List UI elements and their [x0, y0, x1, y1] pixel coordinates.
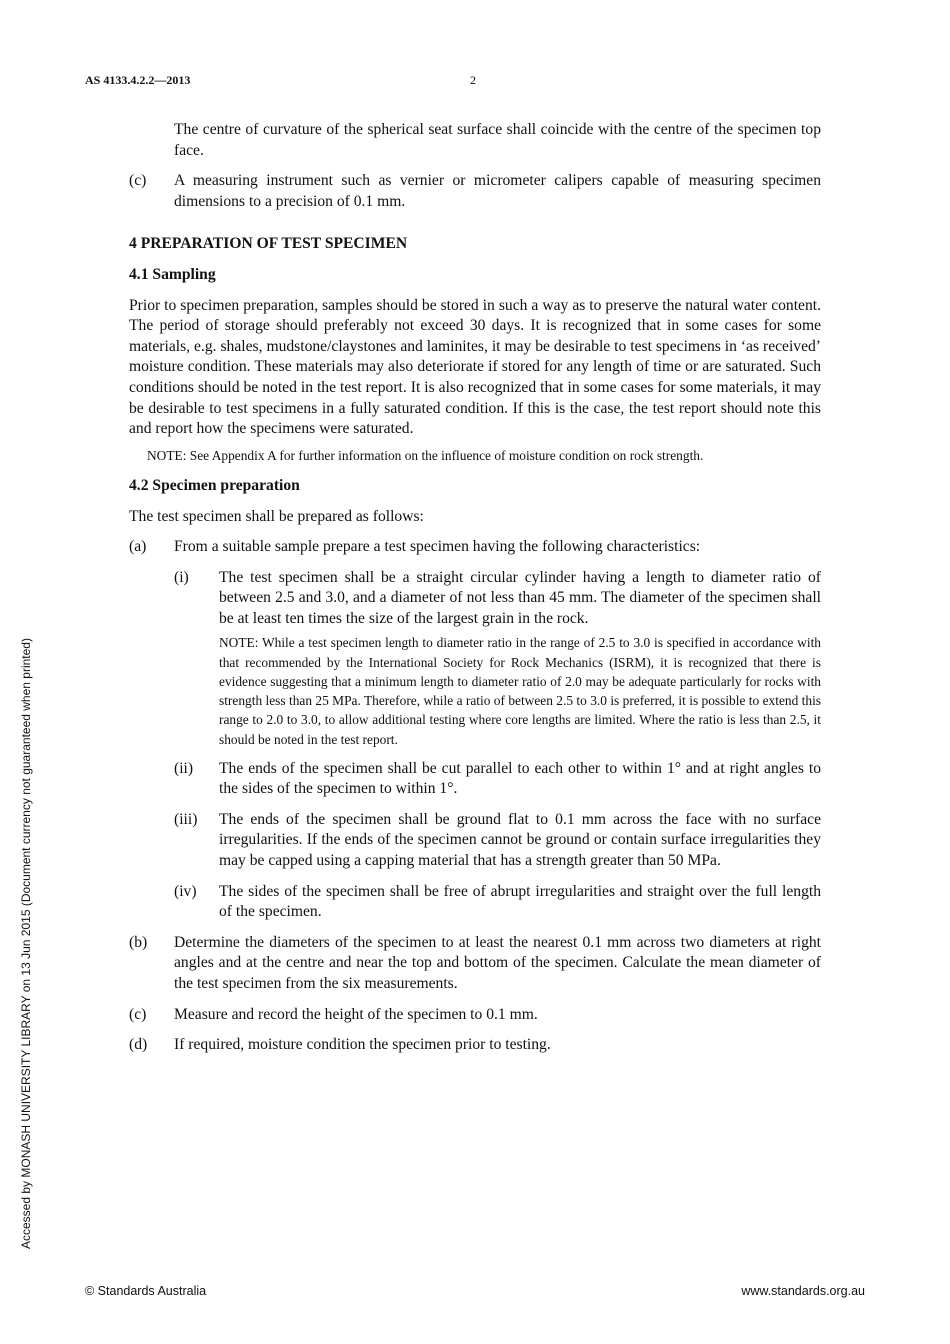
- specimen-ratio-note: NOTE: While a test specimen length to diameter ratio in the range of 2.5 to 3.0 is specified in accordance with that recommended by the International Society for Rock Mechanics (ISRM), it is recognized that there is evidence suggesting that a minimum length to diameter ratio of 2.0 may be adequate particularly for rocks with strength less than 25 MPa. Therefore, while a ratio of between 2.5 to 3.0 is preferred, it is possible to extend this range to 2.0 to 3.0, to allow additional testing where core lengths are limited. Where the ratio is less than 2.5, it should be noted in the test report.: [219, 635, 821, 747]
- list-text: The ends of the specimen shall be cut parallel to each other to within 1° and at right angles to the sides of the specimen to within 1°.: [219, 759, 821, 798]
- section-heading: 4 PREPARATION OF TEST SPECIMEN: [129, 235, 408, 253]
- sublist-item-iii: [174, 810, 821, 872]
- preparation-intro: The test specimen shall be prepared as follows:: [129, 507, 424, 525]
- page-number: 2: [470, 73, 476, 87]
- list-label: (c): [129, 172, 147, 190]
- list-label: (iii): [174, 810, 198, 828]
- list-label: (b): [129, 933, 148, 951]
- list-label: (iv): [174, 882, 197, 900]
- sampling-note: NOTE: See Appendix A for further information on the influence of moisture condition on rock strength.: [147, 447, 704, 463]
- access-watermark: Accessed by MONASH UNIVERSITY LIBRARY on 13 Jun 2015 (Document currency not guaranteed when printed): [19, 638, 33, 1249]
- list-text: The ends of the specimen shall be ground flat to 0.1 mm across the face with no surface irregularities. If the ends of the specimen cannot be ground or contain surface irregularities they may be capped using a capping material that has a strength greater than 50 MPa.: [219, 810, 821, 870]
- subsection-heading-sampling: 4.1 Sampling: [129, 265, 216, 283]
- sampling-paragraph: Prior to specimen preparation, samples should be stored in such a way as to preserve the natural water content. The period of storage should preferably not exceed 30 days. It is recognized that in some cases for some materials, e.g. shales, mudstone/claystones and laminites, it may be desirable to test specimens in ‘as received’ moisture condition. These materials may also deteriorate if stored for any length of time or are saturated. Such conditions should be noted in the test report. It is also recognized that in some cases for some materials, it may be desirable to test specimens in a fully saturated condition. If this is the case, the test report should note this and report how the specimens were saturated.: [129, 296, 821, 438]
- list-label: (c): [129, 1005, 147, 1023]
- continuation-paragraph: The centre of curvature of the spherical seat surface shall coincide with the centre of the specimen top face.: [174, 121, 821, 159]
- list-label: (i): [174, 568, 189, 586]
- header-standard-number: AS 4133.4.2.2—2013: [85, 73, 191, 87]
- list-text: The sides of the specimen shall be free of abrupt irregularities and straight over the full length of the specimen.: [219, 882, 821, 921]
- list-item-c: [129, 1005, 821, 1026]
- sublist-item-ii: [174, 759, 821, 800]
- list-label: (ii): [174, 759, 194, 777]
- subsection-heading-preparation: 4.2 Specimen preparation: [129, 476, 300, 494]
- list-text: From a suitable sample prepare a test specimen having the following characteristics:: [174, 538, 701, 556]
- sublist-item-iv: [174, 882, 821, 923]
- list-text: A measuring instrument such as vernier or micrometer calipers capable of measuring specimen dimensions to a precision of 0.1 mm.: [174, 172, 821, 210]
- list-label: (d): [129, 1036, 148, 1054]
- footer-website: www.standards.org.au: [741, 1284, 865, 1298]
- list-text: Measure and record the height of the specimen to 0.1 mm.: [174, 1005, 538, 1023]
- footer-copyright: © Standards Australia: [85, 1284, 207, 1298]
- list-text: Determine the diameters of the specimen to at least the nearest 0.1 mm across two diameters at right angles and at the centre and near the top and bottom of the specimen. Calculate the mean diameter of the test specimen from the six measurements.: [174, 933, 821, 993]
- list-label: (a): [129, 538, 147, 556]
- list-item-c-instrument: [129, 171, 821, 212]
- list-item-d: [129, 1035, 821, 1056]
- list-text: The test specimen shall be a straight circular cylinder having a length to diameter ratio of between 2.5 and 3.0, and a diameter of not less than 45 mm. The diameter of the specimen shall be at least ten times the size of the largest grain in the rock.: [219, 568, 821, 627]
- list-item-b: [129, 933, 821, 995]
- list-item-a: [129, 537, 821, 558]
- list-text: If required, moisture condition the specimen prior to testing.: [174, 1036, 551, 1054]
- document-body: [129, 120, 821, 1056]
- sublist-item-i: [174, 568, 821, 630]
